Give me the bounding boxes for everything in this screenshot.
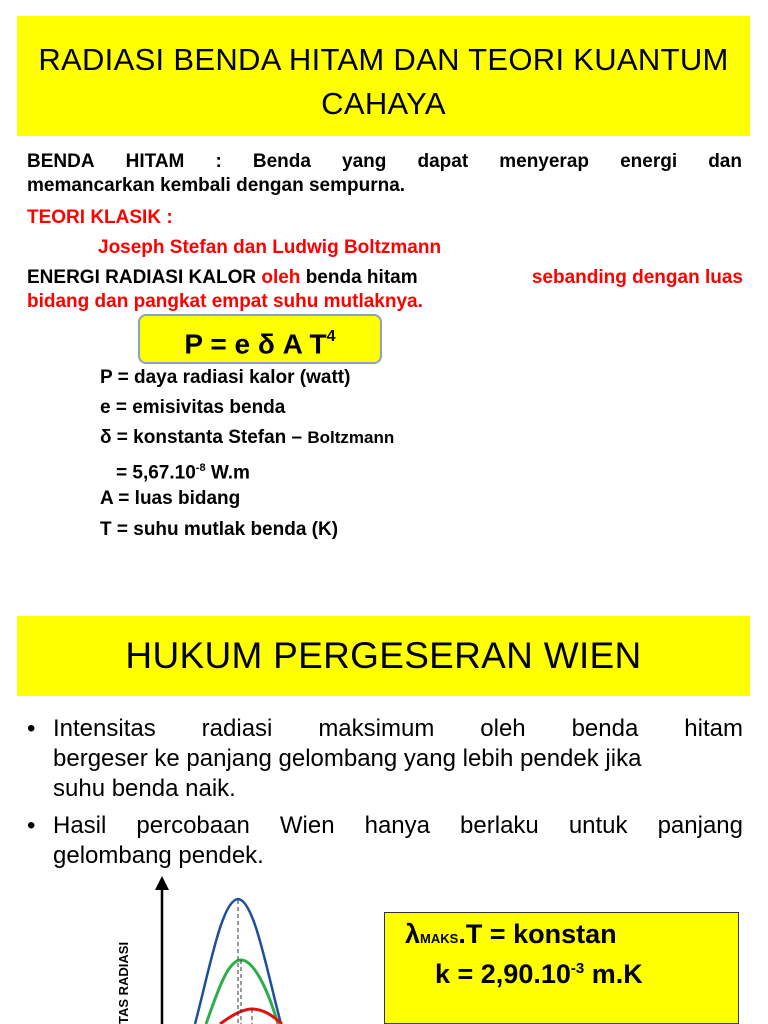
slide1-title: RADIASI BENDA HITAM DAN TEORI KUANTUM CAHAYA	[38, 42, 729, 121]
stefan-boltzmann-formula: P = e δ A $T^4$	[138, 314, 382, 364]
teori-klasik-heading: TEORI KLASIK :	[27, 207, 173, 228]
bullet-dot: •	[27, 812, 36, 839]
def-t: T = suhu mutlak benda (K)	[100, 519, 339, 540]
bullet2-line2: gelombang pendek.	[53, 842, 264, 869]
bullet-dot: •	[27, 715, 36, 742]
wien-formula-box	[384, 912, 739, 1024]
bullet1-line3: suhu benda naik.	[53, 775, 236, 802]
benda-hitam-line2: memancarkan kembali dengan sempurna.	[27, 175, 406, 196]
scientists-names: Joseph Stefan dan Ludwig Boltzmann	[98, 237, 442, 258]
def-p: P = daya radiasi kalor (watt)	[100, 367, 351, 388]
bullet1-line2: bergeser ke panjang gelombang yang lebih pendek jika	[53, 745, 642, 772]
bullet-item-1	[27, 714, 743, 806]
def-e: e = emisivitas benda	[100, 397, 286, 418]
def-delta-value: = $5,67.10^{-8}$ W.m	[116, 462, 250, 484]
wien-graph	[100, 872, 320, 1024]
slide1-title-banner	[17, 16, 750, 136]
bullet-item-2	[27, 811, 743, 873]
y-axis-arrow-icon	[155, 876, 169, 890]
benda-hitam-line1: BENDA HITAM : Benda yang dapat menyerap energi dan	[27, 151, 742, 172]
wien-formula-line2: $k = 2,90.10^{-3}$ m.K	[435, 959, 643, 989]
bullet1-line1: Intensitas radiasi maksimum oleh benda hitam	[53, 715, 743, 742]
energi-line2: bidang dan pangkat empat suhu mutlaknya.	[27, 291, 423, 312]
energi-line1: ENERGI RADIASI KALOR oleh benda hitam sebanding dengan luas	[27, 267, 743, 288]
wien-formula-line1: λMAKS.T = konstan	[405, 919, 617, 949]
def-delta: δ = konstanta Stefan – Boltzmann	[100, 427, 395, 448]
y-axis-label: TAS RADIASI	[116, 941, 131, 1024]
slide2-title: HUKUM PERGESERAN WIEN	[125, 635, 642, 676]
slide2-title-banner	[17, 616, 750, 696]
def-a: A = luas bidang	[100, 488, 241, 509]
bullet2-line1: Hasil percobaan Wien hanya berlaku untuk panjang	[53, 812, 743, 839]
